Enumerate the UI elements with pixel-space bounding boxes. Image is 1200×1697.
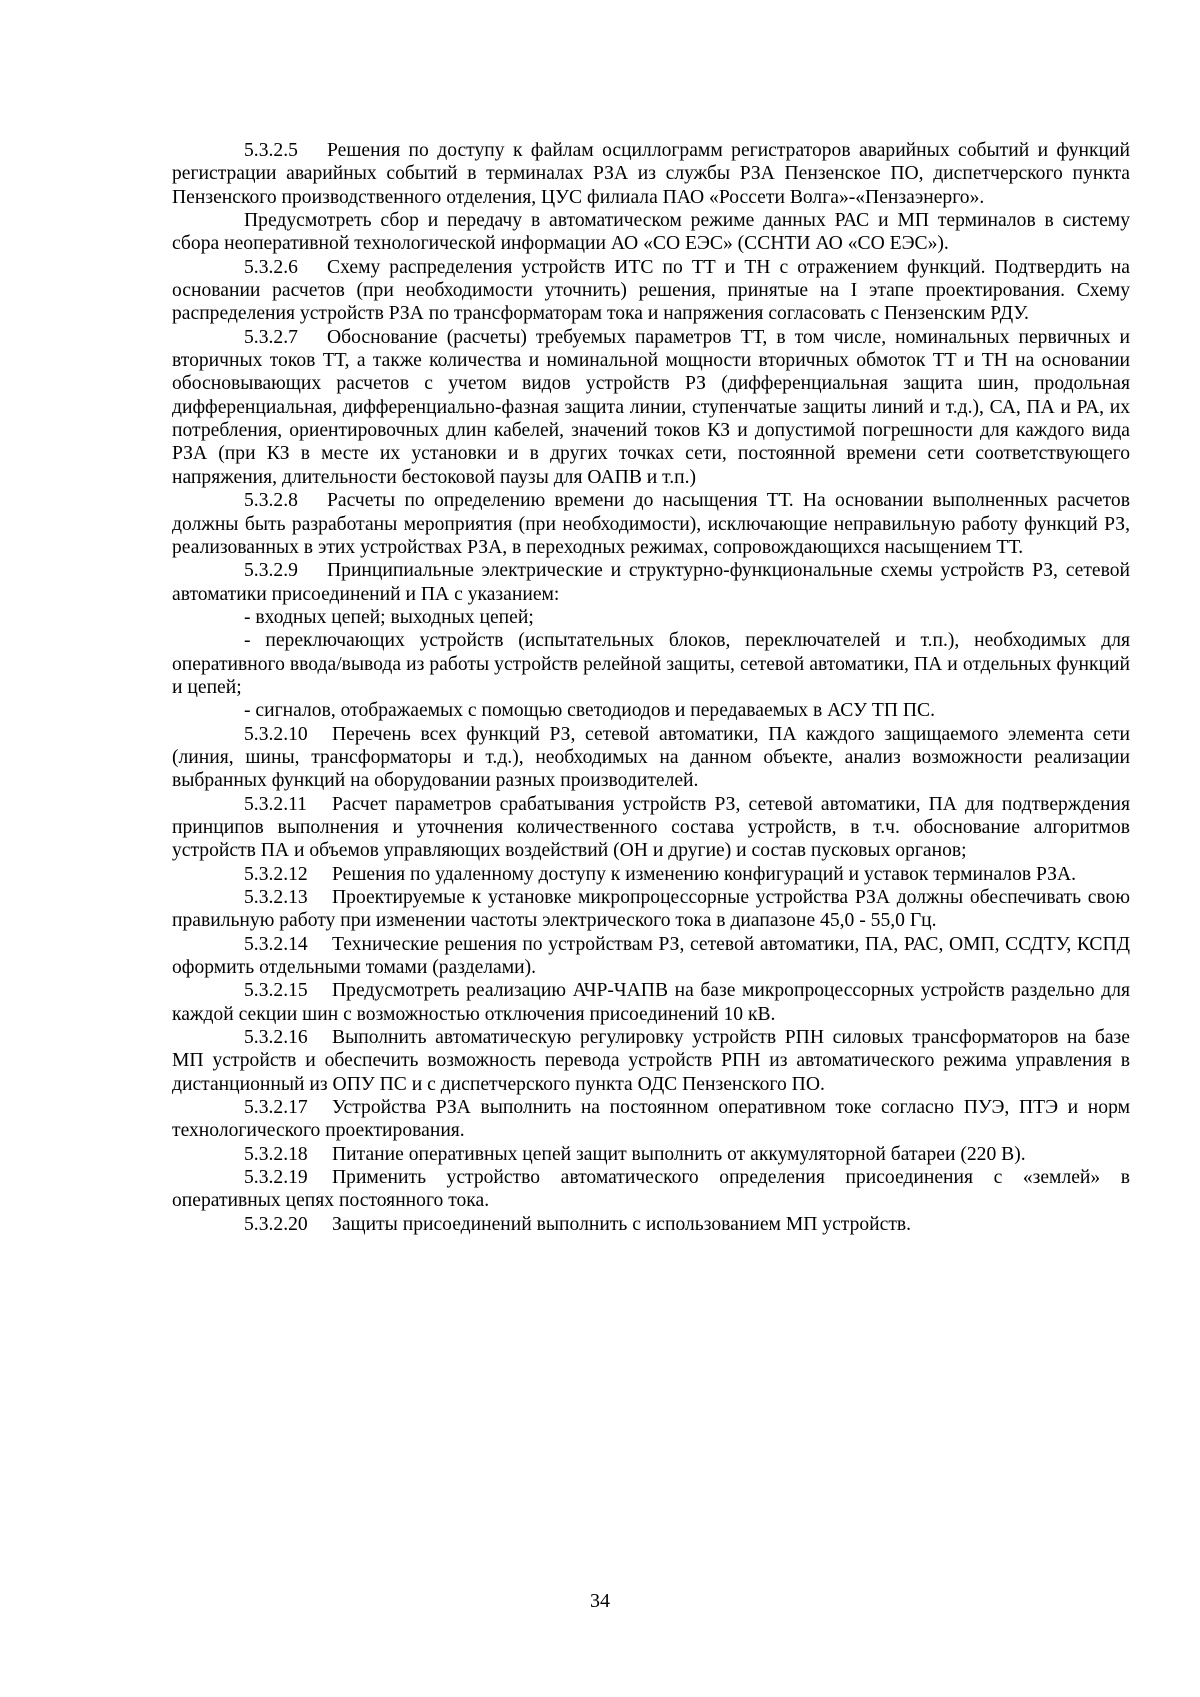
paragraph-5-3-2-7 [172,326,1130,489]
clause-number: 5.3.2.19 [244,1167,308,1189]
paragraph-text: Схему распределения устройств ИТС по ТТ и ТН с отражением функций. Подтвердить на основании расчетов (при необходимости уточнить) решения, принятые на I этапе проектирования. Схему распределения устройств РЗА по трансформаторам тока и напряжения согласовать с Пензенским РДУ. [172,256,1130,325]
paragraph-text: - входных цепей; выходных цепей; [244,606,534,628]
paragraph-text: Питание оперативных цепей защит выполнить от аккумуляторной батареи (220 В). [332,1143,1026,1165]
paragraph-5-3-2-5 [172,139,1130,209]
clause-number: 5.3.2.12 [244,863,308,885]
clause-number: 5.3.2.8 [244,490,298,512]
page-number: 34 [590,1590,610,1612]
document-body [172,139,1130,1236]
paragraph-5-3-2-13 [172,886,1130,933]
paragraph-text: Принципиальные электрические и структурно-функциональные схемы устройств РЗ, сетевой автоматики присоединений и ПА с указанием: [172,560,1130,605]
paragraph-text: Обоснование (расчеты) требуемых параметров ТТ, в том числе, номинальных первичных и вторичных токов ТТ, а также количества и номинальной мощности вторичных обмоток ТТ и ТН на основании обосновывающих расчетов с учетом видов устройств РЗ (дифференциальная защита шин, продольная дифференциальная, дифференциально-фазная защита линии, ступенчатые защиты линий и т.д.), СА, ПА и РА, их потребления, ориентировочных длин кабелей, значений токов КЗ и допустимой погрешности для каждого вида РЗА (при КЗ в месте их установки и в других точках сети, постоянной времени сети соответствующего напряжения, длительности бестоковой паузы для ОАПВ и т.п.) [172,326,1130,488]
clause-number: 5.3.2.7 [244,326,298,348]
paragraph-text: - сигналов, отображаемых с помощью светодиодов и передаваемых в АСУ ТП ПС. [244,700,935,722]
paragraph-5-3-2-8 [172,489,1130,559]
paragraph-5-3-2-11 [172,793,1130,863]
paragraph-5-3-2-20 [172,1213,1130,1236]
paragraph-text: Устройства РЗА выполнить на постоянном оперативном токе согласно ПУЭ, ПТЭ и норм технологического проектирования. [172,1097,1130,1142]
paragraph-5-3-2-10 [172,723,1130,793]
clause-number: 5.3.2.10 [244,723,308,745]
paragraph-text: Предусмотреть реализацию АЧР-ЧАПВ на базе микропроцессорных устройств раздельно для каждой секции шин с возможностью отключения присоединений 10 кВ. [172,980,1130,1025]
clause-number: 5.3.2.15 [244,980,308,1002]
paragraph-5-3-2-15 [172,979,1130,1026]
clause-number: 5.3.2.6 [244,256,298,278]
paragraph-5-3-2-9 [172,559,1130,606]
paragraph-text: Проектируемые к установке микропроцессорные устройства РЗА должны обеспечивать свою правильную работу при изменении частоты электрического тока в диапазоне 45,0 - 55,0 Гц. [172,887,1130,932]
clause-number: 5.3.2.18 [244,1143,308,1165]
clause-number: 5.3.2.20 [244,1213,308,1235]
paragraph-text: Технические решения по устройствам РЗ, сетевой автоматики, ПА, РАС, ОМП, ССДТУ, КСПД оформить отдельными томами (разделами). [172,933,1130,979]
clause-number: 5.3.2.9 [244,560,298,582]
paragraph-5-3-2-14 [172,933,1130,980]
clause-number: 5.3.2.16 [244,1027,308,1049]
paragraph-text: Решения по доступу к файлам осциллограмм регистраторов аварийных событий и функций регистрации аварийных событий в терминалах РЗА из службы РЗА Пензенское ПО, диспетчерского пункта Пензенского производственного отделения, ЦУС филиала ПАО «Россети Волга»-«Пензаэнерго». [172,140,1130,208]
paragraph-text: Выполнить автоматическую регулировку устройств РПН силовых трансформаторов на базе МП устройств и обеспечить возможность перевода устройств РПН из автоматического режима управления в дистанционный из ОПУ ПС и с диспетчерского пункта ОДС Пензенского ПО. [172,1027,1130,1095]
clause-number: 5.3.2.14 [244,933,308,955]
paragraph-5-3-2-12 [172,863,1130,886]
clause-number: 5.3.2.11 [244,793,307,815]
paragraph-5-3-2-18 [172,1143,1130,1166]
paragraph-text: Расчет параметров срабатывания устройств РЗ, сетевой автоматики, ПА для подтверждения принципов выполнения и уточнения количественного состава устройств, в т.ч. обоснование алгоритмов устройств ПА и объемов управляющих воздействий (ОН и другие) и состав пусковых органов; [172,793,1130,862]
paragraph-5-3-2-19 [172,1166,1130,1213]
paragraph-text: Расчеты по определению времени до насыщения ТТ. На основании выполненных расчетов должны быть разработаны мероприятия (при необходимости), исключающие неправильную работу функций РЗ, реализованных в этих устройствах РЗА, в переходных режимах, сопровождающихся насыщением ТТ. [172,490,1130,558]
clause-number: 5.3.2.5 [244,140,298,161]
paragraph-text: Перечень всех функций РЗ, сетевой автоматики, ПА каждого защищаемого элемента сети (линия, шины, трансформаторы и т.д.), необходимых на данном объекте, анализ возможности реализации выбранных функций на оборудовании разных производителей. [172,723,1130,792]
paragraph-5-3-2-6 [172,256,1130,326]
list-item-switching-devices [172,629,1130,699]
list-item-input-output-circuits [172,606,1130,629]
clause-number: 5.3.2.13 [244,887,308,908]
paragraph-5-3-2-17 [172,1096,1130,1143]
paragraph-data-collection [172,209,1130,256]
paragraph-text: Решения по удаленному доступу к изменению конфигураций и уставок терминалов РЗА. [332,863,1077,885]
clause-number: 5.3.2.17 [244,1097,308,1119]
paragraph-text: Применить устройство автоматического определения присоединения с «землей» в оперативных цепях постоянного тока. [172,1167,1130,1212]
paragraph-text: - переключающих устройств (испытательных блоков, переключателей и т.п.), необходимых для оперативного ввода/вывода из работы устройств релейной защиты, сетевой автоматики, ПА и отдельных функций и цепей; [172,630,1130,698]
paragraph-5-3-2-16 [172,1026,1130,1096]
paragraph-text: Защиты присоединений выполнить с использованием МП устройств. [332,1213,912,1235]
paragraph-text: Предусмотреть сбор и передачу в автоматическом режиме данных РАС и МП терминалов в систему сбора неоперативной технологической информации АО «СО ЕЭС» (ССНТИ АО «СО ЕЭС»). [172,210,1130,255]
list-item-signals [172,699,1130,722]
